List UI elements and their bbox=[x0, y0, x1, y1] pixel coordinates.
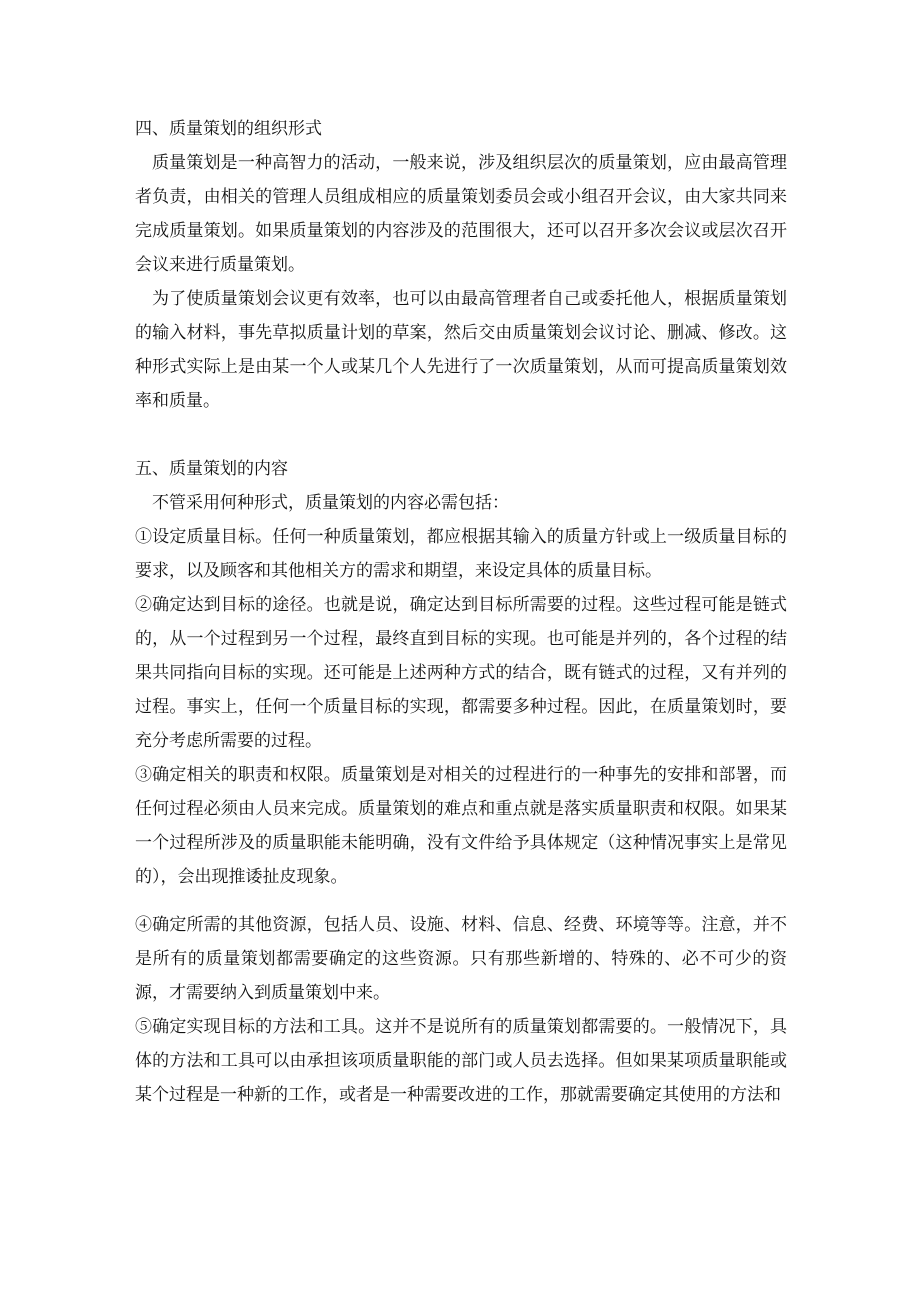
section-5-heading: 五、质量策划的内容 bbox=[135, 459, 288, 479]
document-page bbox=[135, 112, 787, 1112]
section-5-item-4: ④确定所需的其他资源，包括人员、设施、材料、信息、经费、环境等等。注意，并不是所有的质量策划都需要确定的这些资源。只有那些新增的、特殊的、必不可少的资源，才需要纳入到质量策划中来。 bbox=[135, 915, 787, 1003]
section-spacer bbox=[135, 418, 787, 452]
section-4-paragraph-1: 质量策划是一种高智力的活动，一般来说，涉及组织层次的质量策划，应由最高管理者负责，由相关的管理人员组成相应的质量策划委员会或小组召开会议，由大家共同来完成质量策划。如果质量策划的内容涉及的范围很大，还可以召开多次会议或层次召开会议来进行质量策划。 bbox=[135, 153, 787, 275]
section-5-item-3: ③确定相关的职责和权限。质量策划是对相关的过程进行的一种事先的安排和部署，而任何过程必须由人员来完成。质量策划的难点和重点就是落实质量职责和权限。如果某一个过程所涉及的质量职能未能明确，没有文件给予具体规定（这种情况事实上是常见的），会出现推诿扯皮现象。 bbox=[135, 765, 787, 887]
section-5-item-2: ②确定达到目标的途径。也就是说，确定达到目标所需要的过程。这些过程可能是链式的，从一个过程到另一个过程，最终直到目标的实现。也可能是并列的，各个过程的结果共同指向目标的实现。还可能是上述两种方式的结合，既有链式的过程，又有并列的过程。事实上，任何一个质量目标的实现，都需要多种过程。因此，在质量策划时，要充分考虑所需要的过程。 bbox=[135, 595, 787, 751]
section-4-heading: 四、质量策划的组织形式 bbox=[135, 119, 322, 139]
section-5-item-1: ①设定质量目标。任何一种质量策划，都应根据其输入的质量方针或上一级质量目标的要求，以及顾客和其他相关方的需求和期望，来设定具体的质量目标。 bbox=[135, 527, 787, 581]
item-spacer bbox=[135, 894, 787, 908]
section-5-item-5: ⑤确定实现目标的方法和工具。这并不是说所有的质量策划都需要的。一般情况下，具体的方法和工具可以由承担该项质量职能的部门或人员去选择。但如果某项质量职能或某个过程是一种新的工作，或者是一种需要改进的工作，那就需要确定其使用的方法和 bbox=[135, 1017, 787, 1105]
section-4-paragraph-2: 为了使质量策划会议更有效率，也可以由最高管理者自己或委托他人，根据质量策划的输入材料，事先草拟质量计划的草案，然后交由质量策划会议讨论、删减、修改。这种形式实际上是由某一个人或某几个人先进行了一次质量策划，从而可提高质量策划效率和质量。 bbox=[135, 289, 787, 411]
section-5-intro: 不管采用何种形式，质量策划的内容必需包括： bbox=[152, 493, 509, 513]
